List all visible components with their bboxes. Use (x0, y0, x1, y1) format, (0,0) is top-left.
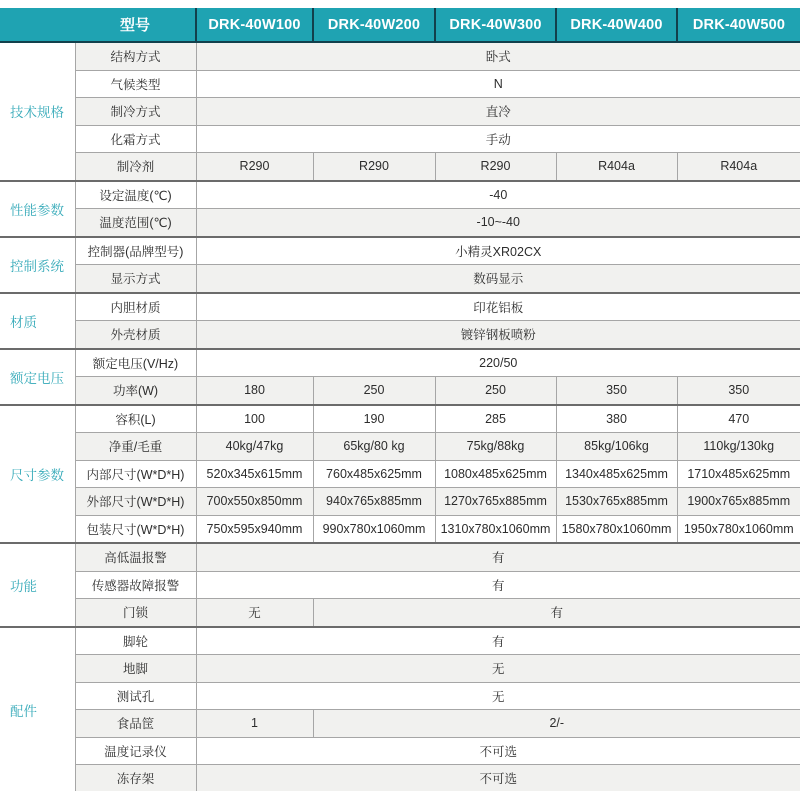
spec-label-cell: 制冷方式 (75, 98, 196, 126)
spec-label-cell: 功率(W) (75, 377, 196, 405)
spec-row (0, 710, 800, 738)
model-column-header: 型号 (75, 8, 196, 42)
category-cell-5: 尺寸参数 (0, 405, 75, 544)
model-header-3: DRK-40W400 (556, 8, 677, 42)
spec-value-cell: 有 (196, 627, 800, 655)
spec-label-cell: 结构方式 (75, 42, 196, 70)
spec-row (0, 209, 800, 237)
spec-value-cell: 190 (313, 405, 435, 433)
spec-value-cell: 65kg/80 kg (313, 433, 435, 461)
model-header-4: DRK-40W500 (677, 8, 800, 42)
spec-row (0, 125, 800, 153)
spec-value-cell: 1270x765x885mm (435, 488, 556, 516)
spec-value-cell: 520x345x615mm (196, 460, 313, 488)
spec-row (0, 737, 800, 765)
spec-table (0, 8, 800, 791)
spec-value-cell: 1340x485x625mm (556, 460, 677, 488)
spec-value-cell: 1310x780x1060mm (435, 515, 556, 543)
spec-label-cell: 食品筐 (75, 710, 196, 738)
spec-value-cell: 1710x485x625mm (677, 460, 800, 488)
spec-value-cell: 2/- (313, 710, 800, 738)
spec-value-cell: 不可选 (196, 765, 800, 791)
model-header-2: DRK-40W300 (435, 8, 556, 42)
spec-row (0, 349, 800, 377)
spec-value-cell: 285 (435, 405, 556, 433)
spec-label-cell: 温度范围(℃) (75, 209, 196, 237)
spec-value-cell: 1 (196, 710, 313, 738)
spec-value-cell: 380 (556, 405, 677, 433)
spec-value-cell: 直冷 (196, 98, 800, 126)
spec-value-cell: -10~-40 (196, 209, 800, 237)
spec-row (0, 237, 800, 265)
spec-label-cell: 脚轮 (75, 627, 196, 655)
spec-value-cell: 有 (196, 571, 800, 599)
spec-value-cell: 250 (435, 377, 556, 405)
spec-value-cell: 220/50 (196, 349, 800, 377)
spec-label-cell: 显示方式 (75, 265, 196, 293)
spec-label-cell: 冻存架 (75, 765, 196, 791)
spec-value-cell: N (196, 70, 800, 98)
spec-row (0, 765, 800, 791)
spec-value-cell: 40kg/47kg (196, 433, 313, 461)
model-header-1: DRK-40W200 (313, 8, 435, 42)
spec-row (0, 627, 800, 655)
spec-value-cell: 350 (556, 377, 677, 405)
spec-value-cell: 不可选 (196, 737, 800, 765)
spec-label-cell: 化霜方式 (75, 125, 196, 153)
spec-row (0, 515, 800, 543)
category-cell-4: 额定电压 (0, 349, 75, 405)
spec-value-cell: 镀锌钢板喷粉 (196, 321, 800, 349)
spec-row (0, 571, 800, 599)
spec-value-cell: 180 (196, 377, 313, 405)
spec-row (0, 98, 800, 126)
category-cell-2: 控制系统 (0, 237, 75, 293)
spec-table-body (0, 42, 800, 791)
spec-value-cell: 1080x485x625mm (435, 460, 556, 488)
spec-row (0, 405, 800, 433)
spec-value-cell: 数码显示 (196, 265, 800, 293)
spec-value-cell: 1530x765x885mm (556, 488, 677, 516)
spec-label-cell: 气候类型 (75, 70, 196, 98)
spec-value-cell: 75kg/88kg (435, 433, 556, 461)
spec-value-cell: 1950x780x1060mm (677, 515, 800, 543)
spec-value-cell: 470 (677, 405, 800, 433)
spec-value-cell: 760x485x625mm (313, 460, 435, 488)
spec-value-cell: R404a (556, 153, 677, 181)
spec-row (0, 265, 800, 293)
category-cell-0: 技术规格 (0, 42, 75, 181)
spec-value-cell: 小精灵XR02CX (196, 237, 800, 265)
spec-value-cell: 1900x765x885mm (677, 488, 800, 516)
spec-value-cell: R404a (677, 153, 800, 181)
spec-value-cell: 110kg/130kg (677, 433, 800, 461)
spec-label-cell: 设定温度(℃) (75, 181, 196, 209)
category-cell-3: 材质 (0, 293, 75, 349)
spec-row (0, 655, 800, 683)
spec-value-cell: 940x765x885mm (313, 488, 435, 516)
spec-row (0, 181, 800, 209)
spec-row (0, 42, 800, 70)
spec-value-cell: R290 (435, 153, 556, 181)
spec-row (0, 153, 800, 181)
spec-label-cell: 传感器故障报警 (75, 571, 196, 599)
header-row (0, 8, 800, 42)
spec-value-cell: 无 (196, 682, 800, 710)
spec-value-cell: R290 (196, 153, 313, 181)
spec-row (0, 377, 800, 405)
header-spacer-cell (0, 8, 75, 42)
spec-label-cell: 门锁 (75, 599, 196, 627)
spec-table-header (0, 8, 800, 42)
spec-row (0, 70, 800, 98)
spec-label-cell: 内胆材质 (75, 293, 196, 321)
spec-label-cell: 地脚 (75, 655, 196, 683)
spec-row (0, 488, 800, 516)
spec-row (0, 460, 800, 488)
spec-value-cell: 手动 (196, 125, 800, 153)
spec-value-cell: 250 (313, 377, 435, 405)
spec-value-cell: 700x550x850mm (196, 488, 313, 516)
spec-row (0, 293, 800, 321)
spec-row (0, 433, 800, 461)
category-cell-6: 功能 (0, 543, 75, 627)
spec-value-cell: 100 (196, 405, 313, 433)
spec-label-cell: 测试孔 (75, 682, 196, 710)
spec-value-cell: 有 (313, 599, 800, 627)
category-cell-1: 性能参数 (0, 181, 75, 237)
spec-value-cell: 无 (196, 599, 313, 627)
spec-label-cell: 包装尺寸(W*D*H) (75, 515, 196, 543)
spec-label-cell: 温度记录仪 (75, 737, 196, 765)
spec-label-cell: 容积(L) (75, 405, 196, 433)
spec-value-cell: 有 (196, 543, 800, 571)
spec-label-cell: 控制器(品牌型号) (75, 237, 196, 265)
spec-row (0, 321, 800, 349)
spec-row (0, 599, 800, 627)
spec-label-cell: 外部尺寸(W*D*H) (75, 488, 196, 516)
spec-label-cell: 额定电压(V/Hz) (75, 349, 196, 377)
spec-row (0, 543, 800, 571)
spec-label-cell: 制冷剂 (75, 153, 196, 181)
spec-value-cell: 1580x780x1060mm (556, 515, 677, 543)
spec-value-cell: 750x595x940mm (196, 515, 313, 543)
spec-label-cell: 内部尺寸(W*D*H) (75, 460, 196, 488)
spec-value-cell: 990x780x1060mm (313, 515, 435, 543)
spec-value-cell: -40 (196, 181, 800, 209)
spec-value-cell: 印花铝板 (196, 293, 800, 321)
spec-label-cell: 净重/毛重 (75, 433, 196, 461)
spec-value-cell: 卧式 (196, 42, 800, 70)
spec-value-cell: 无 (196, 655, 800, 683)
spec-value-cell: R290 (313, 153, 435, 181)
spec-value-cell: 350 (677, 377, 800, 405)
spec-label-cell: 外壳材质 (75, 321, 196, 349)
spec-row (0, 682, 800, 710)
spec-value-cell: 85kg/106kg (556, 433, 677, 461)
category-cell-7: 配件 (0, 627, 75, 791)
model-header-0: DRK-40W100 (196, 8, 313, 42)
spec-label-cell: 高低温报警 (75, 543, 196, 571)
